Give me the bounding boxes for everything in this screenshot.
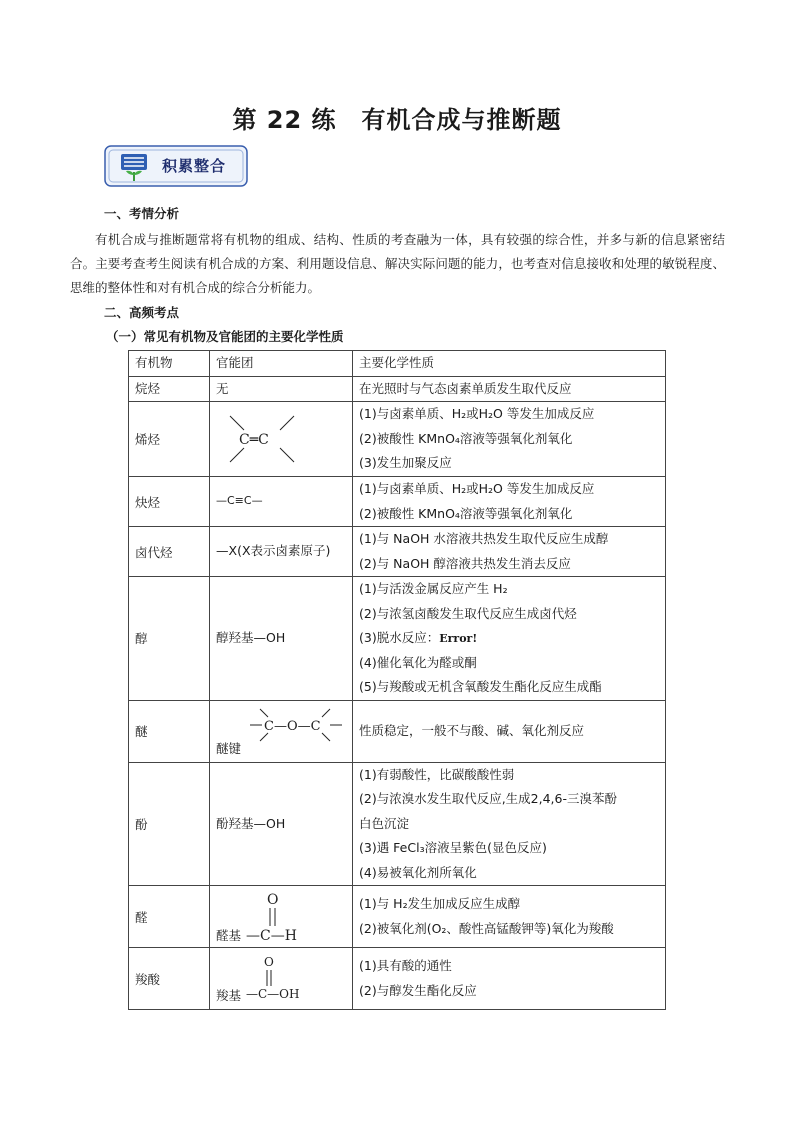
group-text: —X(X表示卤素原子) xyxy=(216,543,331,559)
group-text: 酚羟基—OH xyxy=(216,815,286,831)
table-row xyxy=(129,527,666,577)
properties-table xyxy=(128,350,666,1010)
aldehyde-label: 醛基 xyxy=(216,927,242,943)
section-heading-keypoints: 二、高频考点 xyxy=(104,305,180,320)
carboxyl-structure xyxy=(216,950,346,1008)
table-row xyxy=(129,948,666,1010)
header-properties: 主要化学性质 xyxy=(359,355,435,370)
sub-heading-properties: （一）常见有机物及官能团的主要化学性质 xyxy=(106,329,344,344)
organic-name: 烷烃 xyxy=(135,380,161,396)
carboxyl-label: 羧基 xyxy=(216,987,242,1003)
ether-label: 醚键 xyxy=(216,741,242,756)
property-line: (4)易被氧化剂所氧化 xyxy=(359,864,477,880)
table-row xyxy=(129,477,666,527)
ether-formula: C—O—C xyxy=(264,719,321,734)
property-line xyxy=(359,626,659,651)
property-line: (2)与醇发生酯化反应 xyxy=(359,982,477,998)
carboxyl-formula: —C—OH xyxy=(246,986,300,1001)
property-line: (2)与浓氢卤酸发生取代反应生成卤代烃 xyxy=(359,605,577,621)
group-text: 无 xyxy=(216,380,229,396)
organic-name: 烯烃 xyxy=(135,432,161,447)
alkene-formula: C═C xyxy=(239,432,269,448)
property-line: 白色沉淀 xyxy=(359,815,410,831)
property-line: (1)与 NaOH 水溶液共热发生取代反应生成醇 xyxy=(359,531,609,546)
property-line: (1)与 H₂发生加成反应生成醇 xyxy=(359,896,521,911)
organic-name: 醇 xyxy=(135,631,148,647)
carboxyl-bonds xyxy=(246,952,346,1010)
aldehyde-bonds xyxy=(246,888,346,946)
aldehyde-formula: —C—H xyxy=(246,927,297,944)
property-line: (2)被酸性 KMnO₄溶液等强氧化剂氧化 xyxy=(359,505,573,521)
property-text: (3)脱水反应： xyxy=(359,630,440,645)
property-line: (3)遇 FeCl₃溶液呈紫色(显色反应) xyxy=(359,840,547,855)
table-row xyxy=(129,402,666,477)
property-line: 性质稳定，一般不与酸、碱、氧化剂反应 xyxy=(359,722,585,738)
property-line: (2)被酸性 KMnO₄溶液等强氧化剂氧化 xyxy=(359,430,573,446)
property-line: (2)被氧化剂(O₂、酸性高锰酸钾等)氧化为羧酸 xyxy=(359,920,614,936)
page-title: 第 22 练 有机合成与推断题 xyxy=(232,106,562,134)
alkene-structure xyxy=(222,404,302,474)
property-line: (2)与 NaOH 醇溶液共热发生消去反应 xyxy=(359,555,571,571)
property-line: (1)具有酸的通性 xyxy=(359,958,452,973)
property-line: (1)与活泼金属反应产生 H₂ xyxy=(359,581,508,596)
property-line: (1)与卤素单质、H₂或H₂O 等发生加成反应 xyxy=(359,406,595,422)
table-row xyxy=(129,376,666,402)
ether-bonds xyxy=(226,703,356,747)
group-text: 醇羟基—OH xyxy=(216,630,286,645)
section-heading-analysis: 一、考情分析 xyxy=(104,206,180,221)
property-line: (1)有弱酸性，比碳酸酸性弱 xyxy=(359,766,515,782)
table-header-row xyxy=(129,351,666,377)
aldehyde-structure xyxy=(216,888,346,946)
header-organic: 有机物 xyxy=(135,355,173,370)
carboxyl-oxygen: O xyxy=(264,954,274,969)
property-line: (3)发生加聚反应 xyxy=(359,455,452,471)
organic-name: 炔烃 xyxy=(135,494,161,510)
property-line: (1)与卤素单质、H₂或H₂O 等发生加成反应 xyxy=(359,481,595,496)
group-text: —C≡C— xyxy=(216,494,263,508)
section-banner xyxy=(104,145,248,187)
aldehyde-oxygen: O xyxy=(267,891,279,908)
organic-name: 卤代烃 xyxy=(135,544,173,560)
header-group: 官能团 xyxy=(216,355,254,370)
organic-name: 酚 xyxy=(135,816,148,832)
property-line: (2)与浓溴水发生取代反应,生成2,4,6-三溴苯酚 xyxy=(359,791,617,806)
error-text: Error! xyxy=(439,632,478,645)
property-line: (5)与羧酸或无机含氧酸发生酯化反应生成酯 xyxy=(359,679,602,694)
ether-structure xyxy=(216,701,346,761)
organic-name: 醚 xyxy=(135,724,148,739)
table-row xyxy=(129,886,666,948)
organic-name: 醛 xyxy=(135,909,148,925)
organic-name: 羧酸 xyxy=(135,971,161,987)
banner-label: 积累整合 xyxy=(162,157,227,175)
table-row xyxy=(129,577,666,701)
property-line: 在光照时与气态卤素单质发生取代反应 xyxy=(359,380,572,396)
property-line: (4)催化氧化为醛或酮 xyxy=(359,654,477,670)
table-row xyxy=(129,700,666,762)
table-row xyxy=(129,762,666,886)
analysis-paragraph: 有机合成与推断题常将有机物的组成、结构、性质的考查融为一体，具有较强的综合性，并多与新的信息紧密结合。主要考查考生阅读有机合成的方案、利用题设信息、解决实际问题的能力，也考查对信息接收和处理的敏锐程度、思维的整体性和对有机合成的综合分析能力。 xyxy=(70,232,725,295)
